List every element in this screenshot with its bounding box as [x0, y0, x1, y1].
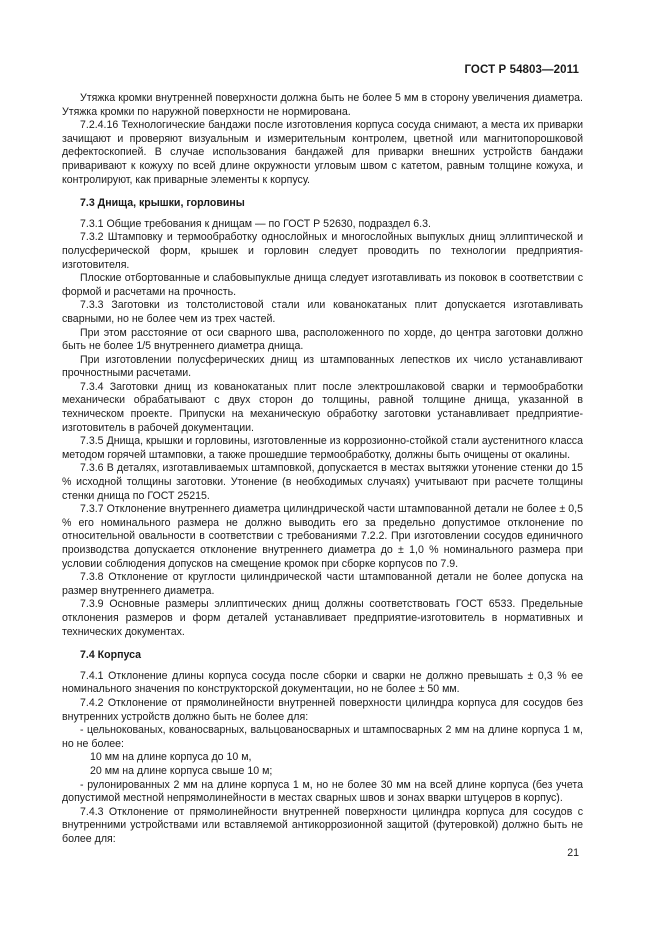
- paragraph: Утяжка кромки внутренней поверхности должна быть не более 5 мм в сторону увеличения диаметра. Утяжка кромки по наружной поверхности не нормирована.: [62, 92, 583, 118]
- list-item: - цельнокованых, кованосварных, вальцованосварных и штампосварных 2 мм на длине корпуса 1 м, но не более:: [62, 724, 583, 750]
- paragraph: 7.3.4 Заготовки днищ из кованокатаных плит после электрошлаковой сварки и термообработки механически обрабатывают с двух сторон до толщины, равной толщине днища, указанной в техническом проекте. Припуски на механическую обработку заготовки устанавливает предприятие-изготовитель в рабочей документации.: [62, 380, 583, 434]
- list-subitem: 20 мм на длине корпуса свыше 10 м;: [90, 764, 273, 777]
- paragraph: 7.4.3 Отклонение от прямолинейности внутренней поверхности цилиндра корпуса для сосудов с внутренними устройствами или вставляемой антикоррозионной защитой (футеровкой) должно быть не более для:: [62, 805, 583, 845]
- paragraph: 7.3.6 В деталях, изготавливаемых штамповкой, допускается в местах вытяжки утонение стенки до 15 % исходной толщины заготовки. Утонение (в необходимых случаях) учитывают при расчете толщины стенки днища по ГОСТ 25215.: [62, 462, 583, 502]
- paragraph: 7.3.2 Штамповку и термообработку однослойных и многослойных выпуклых днищ эллиптической и полусферической форм, крышек и горловин следует проводить по технологии предприятия-изготовителя.: [62, 231, 583, 271]
- paragraph: Плоские отбортованные и слабовыпуклые днища следует изготавливать из поковок в соответствии с формой и расчетами на прочность.: [62, 272, 583, 298]
- paragraph: 7.4.2 Отклонение от прямолинейности внутренней поверхности цилиндра корпуса для сосудов без внутренних устройств должно быть не более для:: [62, 696, 583, 723]
- paragraph: 7.2.4.16 Технологические бандажи после изготовления корпуса сосуда снимают, а места их приварки зачищают и проверяют визуальным и измерительным контролем, цветной или магнитопорошковой дефектоскопией. В случае использования бандажей для приварки внешних устройств бандажи приваривают к кожуху по всей длине окружности угловым швом с катетом, равным толщине кожуха, и контролируют, как приварные элементы к корпусу.: [62, 119, 583, 186]
- list-subitem: 10 мм на длине корпуса до 10 м,: [90, 751, 252, 764]
- section-heading-7-3: 7.3 Днища, крышки, горловины: [80, 197, 245, 210]
- paragraph: 7.3.5 Днища, крышки и горловины, изготовленные из коррозионно-стойкой стали аустенитного класса методом горячей штамповки, а также прошедшие термообработку, должны быть очищены от окалины.: [62, 435, 583, 461]
- paragraph: При этом расстояние от оси сварного шва, расположенного по хорде, до центра заготовки должно быть не более 1/5 внутреннего диаметра днища.: [62, 326, 583, 353]
- paragraph: 7.3.3 Заготовки из толстолистовой стали или кованокатаных плит допускается изготавливать сварными, но не более чем из трех частей.: [62, 299, 583, 325]
- standard-header: ГОСТ Р 54803—2011: [464, 64, 579, 76]
- paragraph: 7.3.9 Основные размеры эллиптических днищ должны соответствовать ГОСТ 6533. Предельные отклонения размеров и форм деталей устанавливает предприятие-изготовитель в нормативных и технических документах.: [62, 598, 583, 638]
- section-heading-7-4: 7.4 Корпуса: [80, 649, 142, 662]
- paragraph: 7.3.8 Отклонение от круглости цилиндрической части штампованной детали не более допуска на размер внутреннего диаметра.: [62, 571, 583, 597]
- paragraph: При изготовлении полусферических днищ из штампованных лепестков их число устанавливают прочностными расчетами.: [62, 353, 583, 380]
- paragraph: 7.3.7 Отклонение внутреннего диаметра цилиндрической части штампованной детали не более ± 0,5 % его номинального размера не должно выводить его за предельно допустимое отклонение по относительной овальности в соответствии с требованиями 7.2.2. При изготовлении сосудов единичного производства допускается отклонение внутреннего диаметра до ± 1,0 % номинального размера при условии соблюдения допусков на смещение кромок при сборке корпусов по 7.9.: [62, 503, 583, 570]
- document-body: [62, 92, 583, 846]
- paragraph: 7.4.1 Отклонение длины корпуса сосуда после сборки и сварки не должно превышать ± 0,3 % ее номинального значения по конструкторской документации, но не более ± 50 мм.: [62, 669, 583, 696]
- paragraph: 7.3.1 Общие требования к днищам — по ГОСТ Р 52630, подраздел 6.3.: [80, 217, 431, 230]
- page-number: 21: [567, 847, 579, 859]
- list-item: - рулонированных 2 мм на длине корпуса 1 м, но не более 30 мм на всей длине корпуса (без учета допустимой местной непрямолинейности в местах сварных швов и зонах вварки штуцеров в корпус).: [62, 778, 583, 805]
